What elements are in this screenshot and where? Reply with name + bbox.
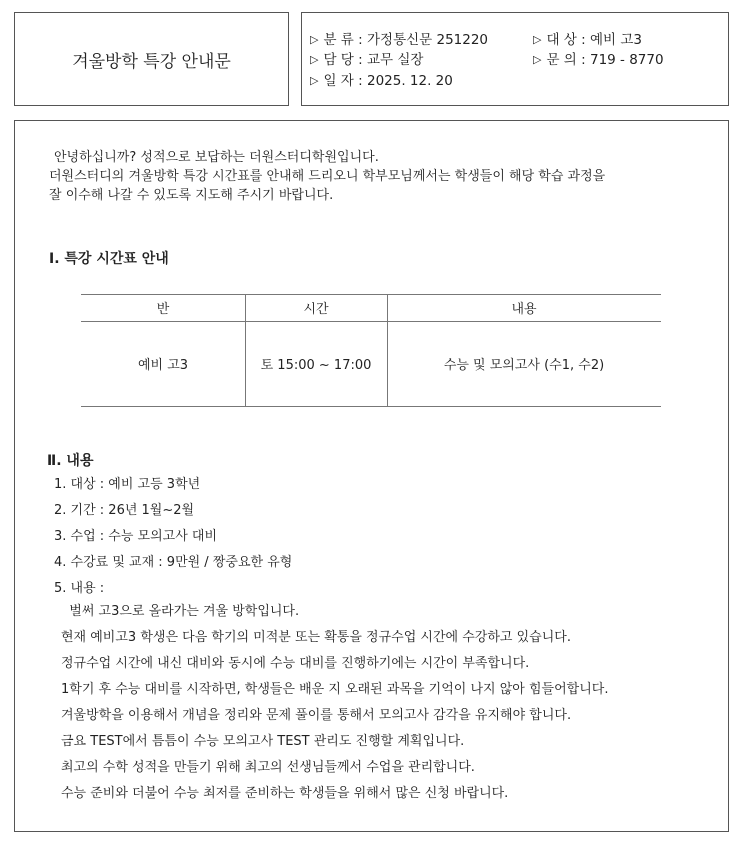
content-list — [54, 472, 292, 602]
triangle-bullet-icon: ▷ — [533, 33, 542, 46]
body-line: 정규수업 시간에 내신 대비와 동시에 수능 대비를 진행하기에는 시간이 부족합니다. — [61, 656, 530, 671]
table-header-class: 반 — [156, 302, 170, 317]
title-box — [14, 12, 289, 106]
list-item: 1. 대상 : 예비 고등 3학년 — [54, 477, 201, 492]
triangle-bullet-icon: ▷ — [310, 74, 319, 87]
body-line: 금요 TEST에서 틈틈이 수능 모의고사 TEST 관리도 진행할 계획입니다. — [61, 734, 465, 749]
list-item: 5. 내용 : — [54, 581, 105, 596]
intro-line-2: 더원스터디의 겨울방학 특강 시간표를 안내해 드리오니 학부모님께서는 학생들이 해당 학습 과정을 — [49, 169, 606, 184]
list-item: 2. 기간 : 26년 1월~2월 — [54, 503, 195, 518]
info-target-value: 예비 고3 — [589, 32, 642, 48]
intro-line-1: 안녕하십니까? 성적으로 보답하는 더원스터디학원입니다. — [54, 150, 379, 165]
body-line: 최고의 수학 성적을 만들기 위해 최고의 선생님들께서 수업을 관리합니다. — [61, 760, 475, 775]
info-manager-value: 교무 실장 — [366, 52, 424, 68]
table-cell-content: 수능 및 모의고사 (수1, 수2) — [443, 358, 605, 373]
body-line: 현재 예비고3 학생은 다음 학기의 미적분 또는 확통을 정규수업 시간에 수강하고 있습니다. — [61, 630, 571, 645]
info-target — [533, 28, 642, 48]
info-box — [301, 12, 729, 106]
info-category — [310, 28, 488, 48]
info-date-label: 일 자 : — [323, 73, 363, 89]
info-date-value: 2025. 12. 20 — [366, 73, 453, 89]
table-cell-time: 토 15:00 ~ 17:00 — [260, 358, 372, 373]
document-title: 겨울방학 특강 안내문 — [72, 51, 231, 72]
triangle-bullet-icon: ▷ — [533, 53, 542, 66]
body-line: 겨울방학을 이용해서 개념을 정리와 문제 풀이를 통해서 모의고사 감각을 유지해야 합니다. — [61, 708, 572, 723]
body-line: 수능 준비와 더불어 수능 최저를 준비하는 학생들을 위해서 많은 신청 바랍니다. — [61, 786, 509, 801]
section-title-content: Ⅱ. 내용 — [47, 453, 94, 469]
info-contact-value: 719 - 8770 — [589, 52, 664, 68]
table-header-content: 내용 — [511, 302, 537, 317]
content-body — [61, 599, 608, 807]
table-header-time: 시간 — [303, 302, 329, 317]
table-rule-bottom — [81, 406, 661, 407]
info-target-label: 대 상 : — [546, 32, 586, 48]
schedule-table — [81, 294, 661, 407]
triangle-bullet-icon: ▷ — [310, 33, 319, 46]
info-contact — [533, 48, 664, 68]
main-content-box — [14, 120, 729, 832]
info-manager — [310, 48, 423, 68]
intro-line-3: 잘 이수해 나갈 수 있도록 지도해 주시기 바랍니다. — [49, 188, 334, 203]
info-contact-label: 문 의 : — [546, 52, 586, 68]
section-title-schedule: I. 특강 시간표 안내 — [49, 251, 169, 267]
info-date — [310, 69, 453, 89]
triangle-bullet-icon: ▷ — [310, 53, 319, 66]
info-category-label: 분 류 : — [323, 32, 363, 48]
info-category-value: 가정통신문 251220 — [366, 32, 489, 48]
list-item: 3. 수업 : 수능 모의고사 대비 — [54, 529, 218, 544]
body-line: 벌써 고3으로 올라가는 겨울 방학입니다. — [61, 604, 300, 619]
info-manager-label: 담 당 : — [323, 52, 363, 68]
table-cell-class: 예비 고3 — [137, 358, 189, 373]
list-item: 4. 수강료 및 교재 : 9만원 / 짱중요한 유형 — [54, 555, 293, 570]
body-line: 1학기 후 수능 대비를 시작하면, 학생들은 배운 지 오래된 과목을 기억이 나지 않아 힘들어합니다. — [61, 682, 609, 697]
